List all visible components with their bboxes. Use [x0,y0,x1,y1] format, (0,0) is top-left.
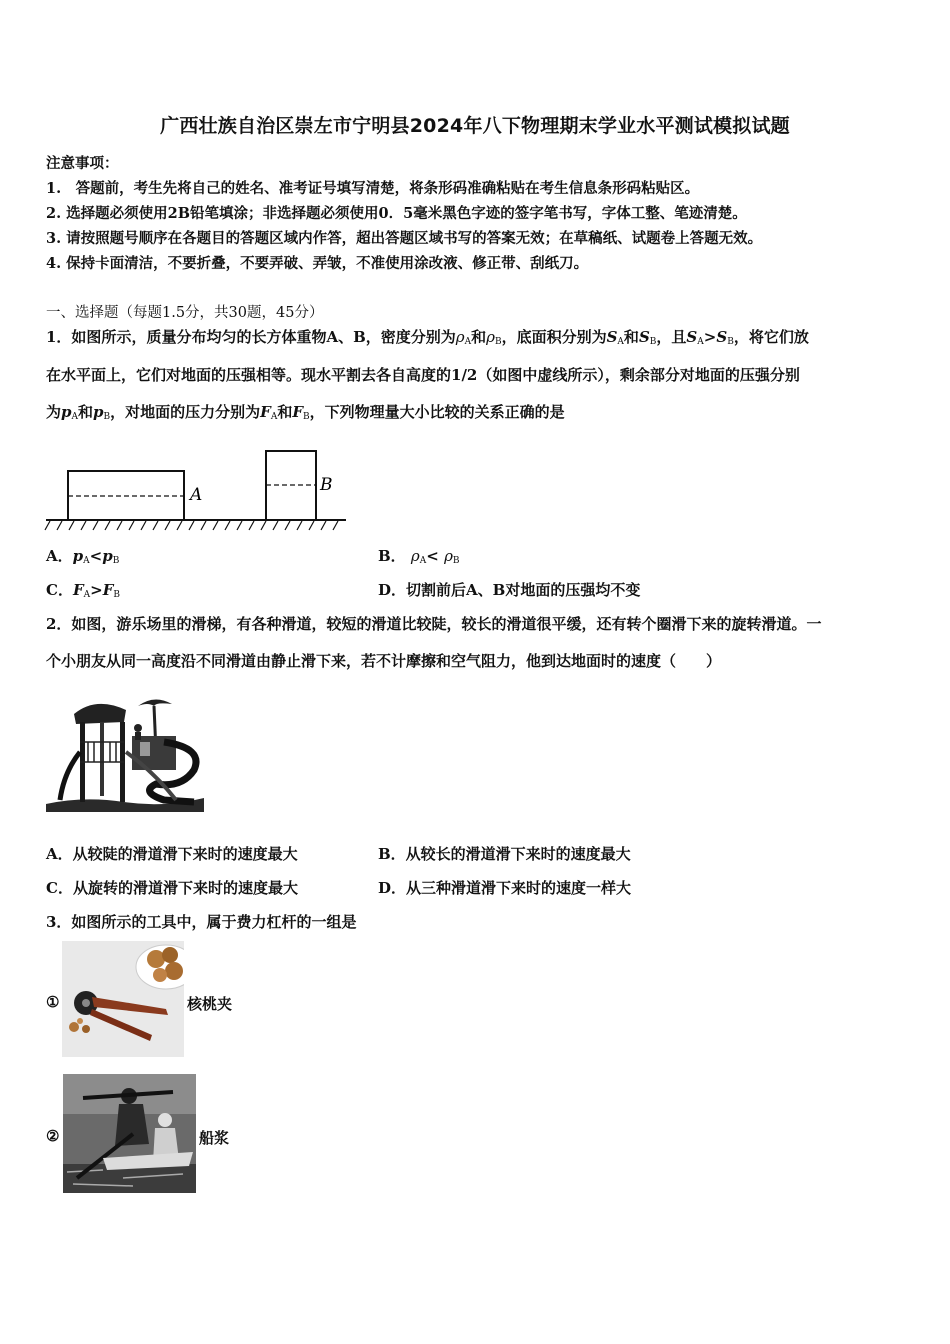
q2-line-2: 个小朋友从同一高度沿不同滑道由静止滑下来，若不计摩擦和空气阻力，他到达地面时的速度（ ） [46,652,722,670]
label-b: B [320,475,333,495]
q1-option-a[interactable]: A．$p_A<p_B$ [46,547,120,566]
q3-line-1: 3．如图所示的工具中，属于费力杠杆的一组是 [46,913,357,931]
notice-item-2: 2. 选择题必须使用2B铅笔填涂；非选择题必须使用0．5毫米黑色字迹的签字笔书写，字体工整、笔迹清楚。 [46,205,747,222]
q1-figure [44,444,348,532]
q1-line-2: 在水平面上，它们对地面的压强相等。现水平割去各自高度的1/2（如图中虚线所示），剩余部分对地面的压强分别 [46,366,800,384]
q3-item-2-label: 船浆 [199,1129,230,1147]
notice-item-1: 1. 答题前，考生先将自己的姓名、准考证号填写清楚，将条形码准确粘贴在考生信息条形码粘贴区。 [46,180,700,197]
section-heading: 一、选择题（每题1.5分，共30题，45分） [46,305,324,321]
q3-item-2-number: ② [46,1127,60,1145]
notice-item-3: 3. 请按照题号顺序在各题目的答题区域内作答，超出答题区域书写的答案无效；在草稿纸、试题卷上答题无效。 [46,230,763,247]
q1-option-c[interactable]: C．$F_A>F_B$ [46,581,120,600]
rowing-image [63,1074,196,1193]
q1-option-b[interactable]: B． $\rho_A< \rho_B$ [378,547,460,566]
q3-item-1-number: ① [46,993,60,1011]
notice-item-4: 4. 保持卡面清洁，不要折叠，不要弄破、弄皱，不准使用涂改液、修正带、刮纸刀。 [46,255,589,272]
q2-option-b[interactable]: B．从较长的滑道滑下来时的速度最大 [378,845,631,863]
q1-option-d[interactable]: D．切割前后A、B对地面的压强均不变 [378,581,641,599]
q2-option-d[interactable]: D．从三种滑道滑下来时的速度一样大 [378,879,632,897]
playground-slide-image [44,692,208,814]
nutcracker-image [62,941,184,1057]
q2-option-c[interactable]: C．从旋转的滑道滑下来时的速度最大 [46,879,298,897]
q1-line-3: 为$p_A$和$p_B$，对地面的压力分别为$F_A$和$F_B$，下列物理量大小比较的关系正确的是 [46,403,565,422]
q2-option-a[interactable]: A．从较陡的滑道滑下来时的速度最大 [46,845,298,863]
q2-line-1: 2．如图，游乐场里的滑梯，有各种滑道，较短的滑道比较陡，较长的滑道很平缓，还有转个圈滑下来的旋转滑道。一 [46,615,822,633]
notice-heading: 注意事项： [46,155,119,172]
q3-item-1-label: 核桃夹 [187,995,233,1013]
q1-line-1: 1．如图所示，质量分布均匀的长方体重物A、B，密度分别为$\rho_A$和$\rho_B$，底面积分别为$S_A$和$S_B$，且$S_A>S_B$，将它们放 [46,328,809,347]
page-title: 广西壮族自治区崇左市宁明县2024年八下物理期末学业水平测试模拟试题 [160,115,790,137]
label-a: A [190,485,203,505]
